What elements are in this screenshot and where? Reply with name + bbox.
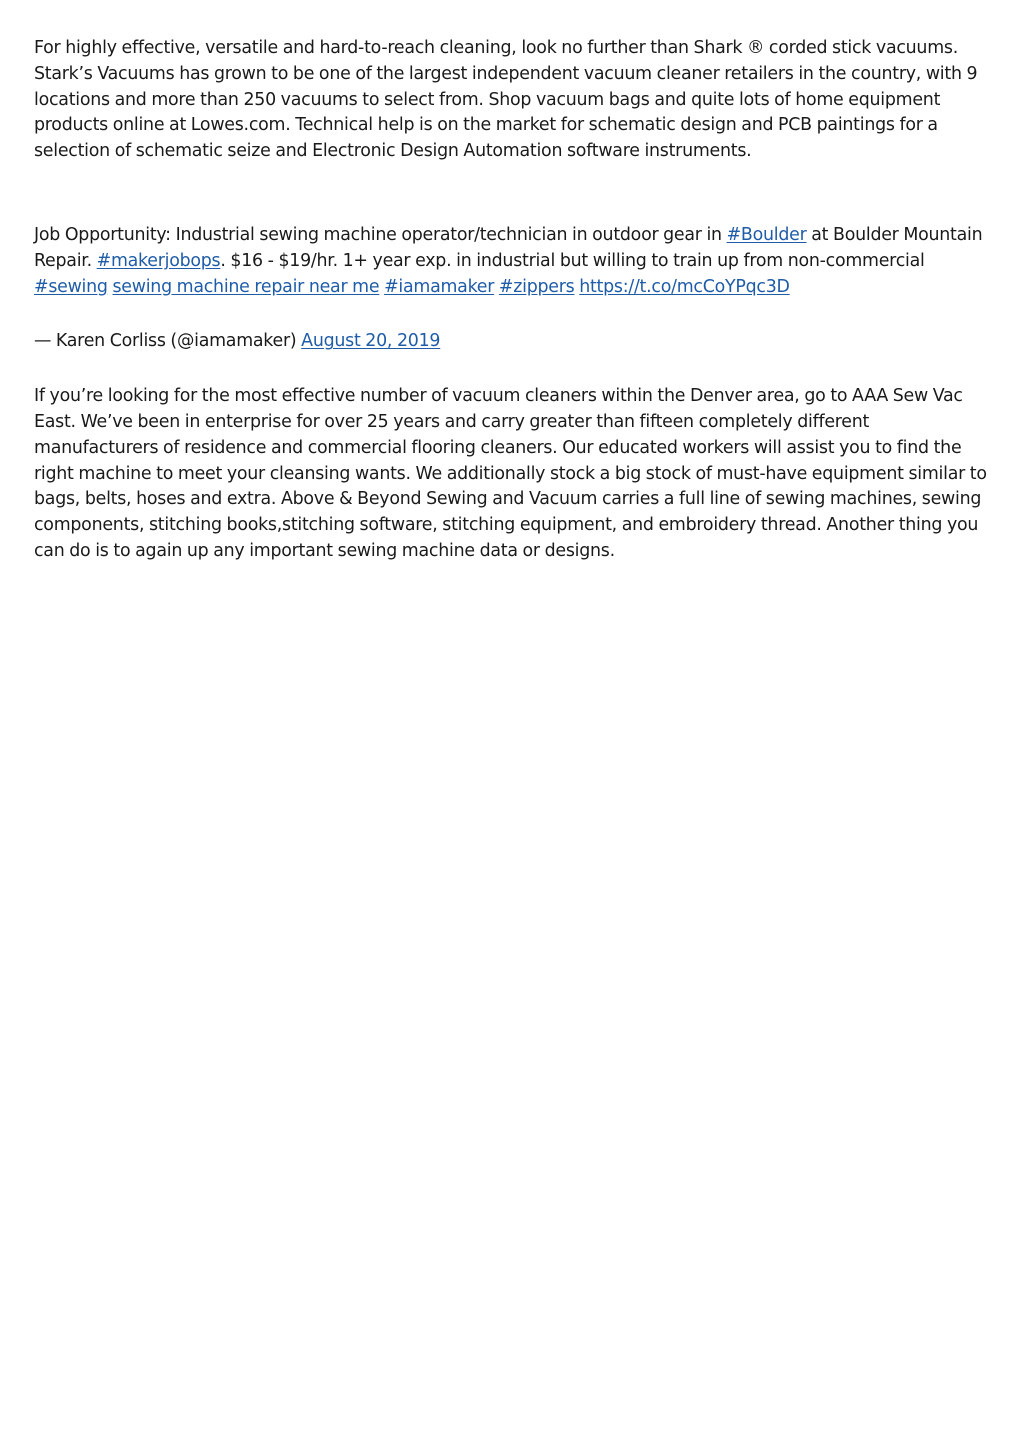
tweet-text-segment: at Boulder Mountain Repair. — [34, 224, 983, 271]
tweet-text-segment: . $16 - $19/hr. 1+ year exp. in industrial but willing to train up from non-commercial — [220, 250, 925, 271]
hashtag-makerjobops-link[interactable]: #makerjobops — [96, 250, 221, 271]
tweet-text-segment: Job Opportunity: Industrial sewing machine operator/technician in outdoor gear in — [34, 224, 727, 245]
closing-paragraph: If you’re looking for the most effective number of vacuum cleaners within the Denver area, go to AAA Sew Vac East. We’ve been in enterprise for over 25 years and carry greater than fifteen completely different manufacturers of residence and commercial flooring cleaners. Our educated workers will assist you to find the right machine to meet your cleansing wants. We additionally stock a big stock of must-have equipment similar to bags, belts, hoses and extra. Above & Beyond Sewing and Vacuum carries a full line of sewing machines, sewing components, stitching books,stitching software, stitching equipment, and embroidery thread. Another thing you can do is to again up any important sewing machine data or designs. — [34, 386, 987, 561]
tweet-text — [34, 223, 992, 300]
hashtag-boulder-link[interactable]: #Boulder — [726, 224, 807, 245]
tweet-date-link[interactable]: August 20, 2019 — [301, 331, 441, 352]
hashtag-sewing-link[interactable]: #sewing — [34, 276, 108, 297]
intro-paragraph: For highly effective, versatile and hard-to-reach cleaning, look no further than Shark ® corded stick vacuums. Stark’s Vacuums has grown to be one of the largest independent vacuum cleaner retailers in the country, with 9 locations and more than 250 vacuums to select from. Shop vacuum bags and quite lots of home equipment products online at Lowes.com. Technical help is on the market for schematic design and PCB paintings for a selection of schematic seize and Electronic Design Automation software instruments. — [34, 38, 978, 162]
tweet-author: — Karen Corliss (@iamamaker) — [34, 331, 302, 352]
hashtag-zippers-link[interactable]: #zippers — [498, 276, 575, 297]
hashtag-iamamaker-link[interactable]: #iamamaker — [384, 276, 495, 297]
document-page — [34, 36, 992, 565]
tweet-url-link[interactable]: https://t.co/mcCoYPqc3D — [579, 276, 790, 297]
sewing-machine-repair-link[interactable]: sewing machine repair near me — [112, 276, 380, 297]
tweet-attribution — [34, 329, 992, 355]
